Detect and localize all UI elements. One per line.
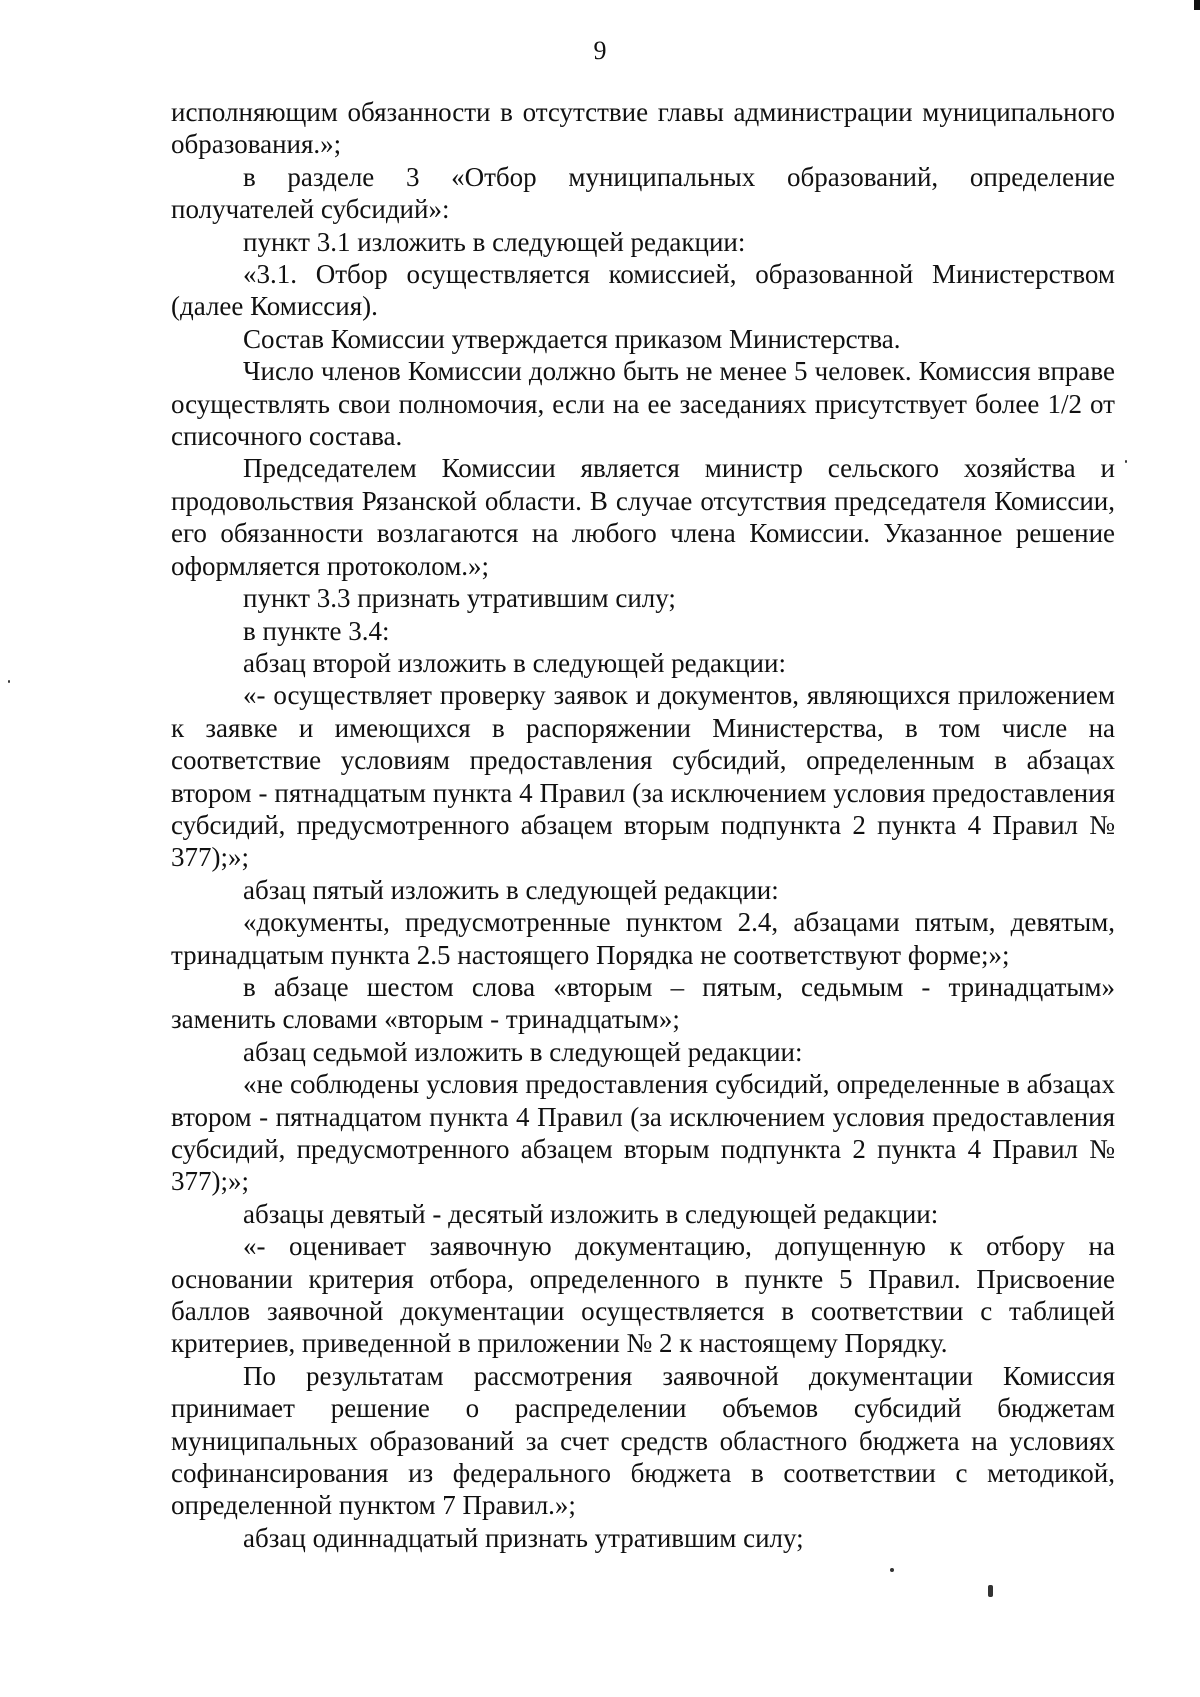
page-number: 9: [593, 36, 607, 65]
scan-corner-mark: [1194, 0, 1200, 10]
paragraph: пункт 3.3 признать утратившим силу;: [243, 583, 676, 614]
paragraph: абзац второй изложить в следующей редакции:: [243, 647, 786, 678]
paragraph: Председателем Комиссии является министр сельского хозяйства и продовольствия Рязанской области. В случае отсутствия председателя Комиссии, его обязанности возлагаются на любого члена Комиссии. Указанное решение оформляется протоколом.»;: [171, 453, 1115, 581]
scan-speck: [8, 680, 10, 683]
paragraph: «документы, предусмотренные пунктом 2.4, абзацами пятым, девятым, тринадцатым пункта 2.5 настоящего Порядка не соответствуют форме;»;: [171, 907, 1115, 970]
paragraph: «3.1. Отбор осуществляется комиссией, образованной Министерством (далее Комиссия).: [171, 259, 1115, 322]
paragraph: Состав Комиссии утверждается приказом Министерства.: [243, 323, 901, 354]
paragraph: «- осуществляет проверку заявок и документов, являющихся приложением к заявке и имеющихся в распоряжении Министерства, в том числе на соответствие условиям предоставления субсидий, определенным в абзацах втором - пятнадцатым пункта 4 Правил (за исключением условия предоставления субсидий, предусмотренного абзацем вторым подпункта 2 пункта 4 Правил № 377);»;: [171, 680, 1115, 873]
paragraph: абзац одиннадцатый признать утратившим силу;: [243, 1522, 804, 1553]
paragraph: абзац пятый изложить в следующей редакции:: [243, 874, 779, 905]
scan-speck: [1125, 460, 1127, 463]
paragraph: в абзаце шестом слова «вторым – пятым, седьмым - тринадцатым» заменить словами «вторым - тринадцатым»;: [171, 971, 1115, 1035]
paragraph: Число членов Комиссии должно быть не менее 5 человек. Комиссия вправе осуществлять свои полномочия, если на ее заседаниях присутствует более 1/2 от списочного состава.: [171, 356, 1115, 452]
paragraph: «не соблюдены условия предоставления субсидий, определенные в абзацах втором - пятнадцатом пункта 4 Правил (за исключением условия предоставления субсидий, предусмотренного абзацем вторым подпункта 2 пункта 4 Правил № 377);»;: [171, 1069, 1115, 1197]
paragraph: абзацы девятый - десятый изложить в следующей редакции:: [243, 1198, 939, 1229]
document-body: [171, 96, 1115, 1554]
paragraph: в разделе 3 «Отбор муниципальных образований, определение получателей субсидий»:: [171, 161, 1115, 225]
scan-speck: [890, 1568, 894, 1572]
paragraph: абзац седьмой изложить в следующей редакции:: [243, 1036, 803, 1067]
paragraph: «- оценивает заявочную документацию, допущенную к отбору на основании критерия отбора, определенного в пункте 5 Правил. Присвоение баллов заявочной документации осуществляется в соответствии с таблицей критериев, приведенной в приложении № 2 к настоящему Порядку.: [171, 1231, 1115, 1359]
paragraph: По результатам рассмотрения заявочной документации Комиссия принимает решение о распределении объемов субсидий бюджетам муниципальных образований за счет средств областного бюджета на условиях софинансирования из федерального бюджета в соответствии с методикой, определенной пунктом 7 Правил.»;: [171, 1360, 1115, 1521]
scan-speck: [988, 1585, 993, 1597]
paragraph: пункт 3.1 изложить в следующей редакции:: [243, 226, 746, 257]
paragraph: в пункте 3.4:: [243, 615, 390, 646]
paragraph: исполняющим обязанности в отсутствие главы администрации муниципального образования.»;: [171, 97, 1115, 160]
